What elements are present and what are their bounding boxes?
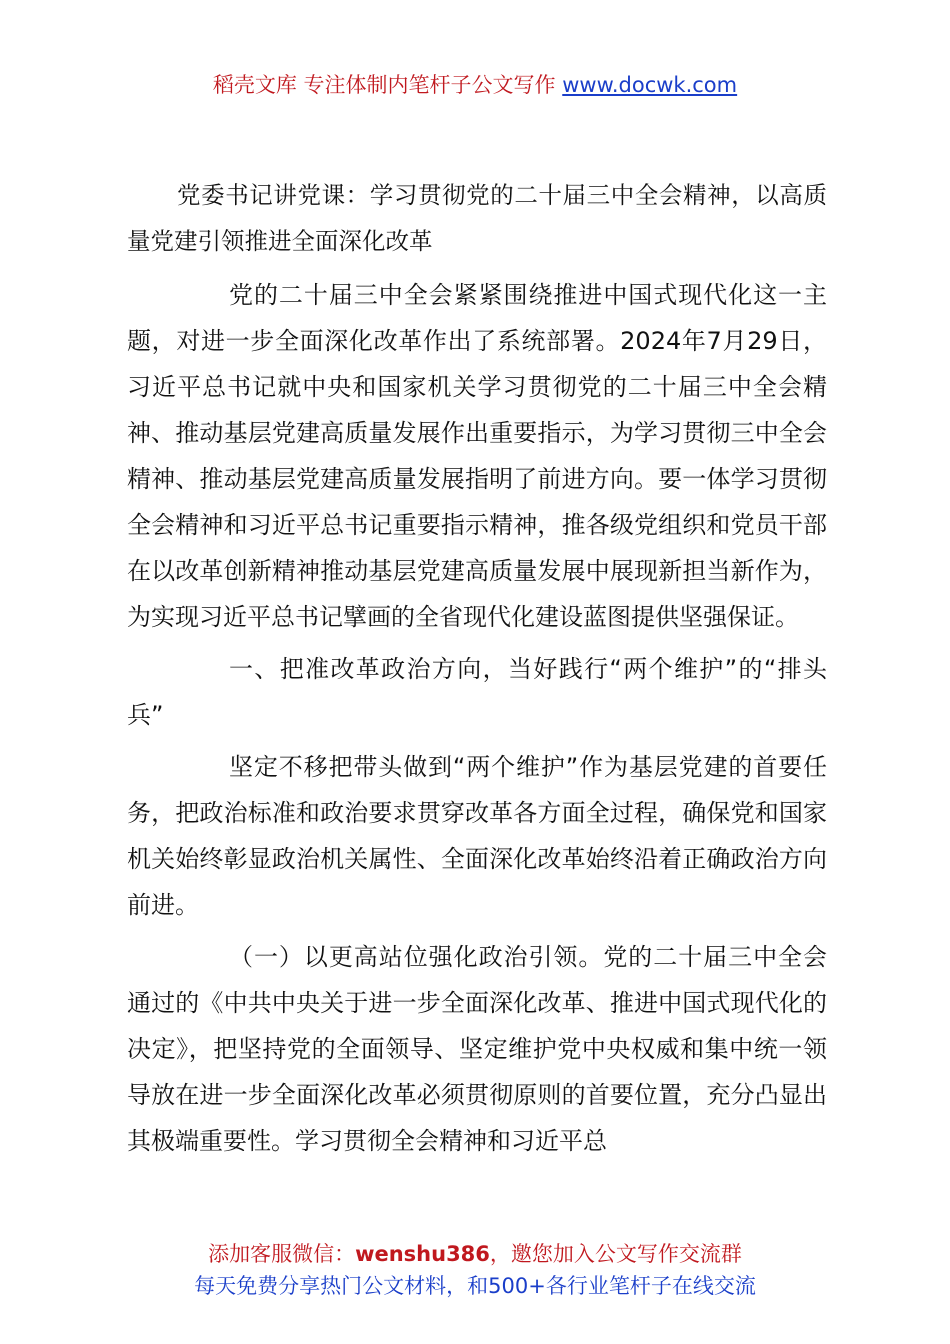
section-heading-1: 一、把准改革政治方向，当好践行“两个维护”的“排头兵”: [127, 655, 827, 729]
footer-promo-line: 每天免费分享热门公文材料，和500+各行业笔杆子在线交流: [194, 1274, 756, 1298]
paragraph-intro: 党的二十届三中全会紧紧围绕推进中国式现代化这一主题，对进一步全面深化改革作出了系统部署。2024年7月29日，习近平总书记就中央和国家机关学习贯彻党的二十届三中全会精神、推动基层党建高质量发展作出重要指示，为学习贯彻三中全会精神、推动基层党建高质量发展指明了前进方向。要一体学习贯彻全会精神和习近平总书记重要指示精神，推各级党组织和党员干部在以改革创新精神推动基层党建高质量发展中展现新担当新作为，为实现习近平总书记擘画的全省现代化建设蓝图提供坚强保证。: [127, 281, 827, 631]
site-url-link[interactable]: www.docwk.com: [562, 73, 738, 97]
document-body: [127, 172, 827, 1170]
paragraph-subsection-1: （一）以更高站位强化政治引领。党的二十届三中全会通过的《中共中央关于进一步全面深化改革、推进中国式现代化的决定》，把坚持党的全面领导、坚定维护党中央权威和集中统一领导放在进一步全面深化改革必须贯彻原则的首要位置，充分凸显出其极端重要性。学习贯彻全会精神和习近平总: [127, 943, 827, 1155]
paragraph-section-1: 坚定不移把带头做到“两个维护”作为基层党建的首要任务，把政治标准和政治要求贯穿改革各方面全过程，确保党和国家机关始终彰显政治机关属性、全面深化改革始终沿着正确政治方向前进。: [127, 753, 827, 919]
footer-contact-suffix: ，邀您加入公文写作交流群: [489, 1242, 742, 1266]
footer-contact-prefix: 添加客服微信：: [208, 1242, 356, 1266]
document-title: 党委书记讲党课：学习贯彻党的二十届三中全会精神，以高质量党建引领推进全面深化改革: [127, 181, 827, 255]
footer-contact-line: [0, 1238, 950, 1270]
page-header: [0, 70, 950, 100]
page-footer: [0, 1238, 950, 1302]
wechat-id: wenshu386: [355, 1242, 490, 1266]
site-name: 稻壳文库 专注体制内笔杆子公文写作: [212, 73, 556, 97]
